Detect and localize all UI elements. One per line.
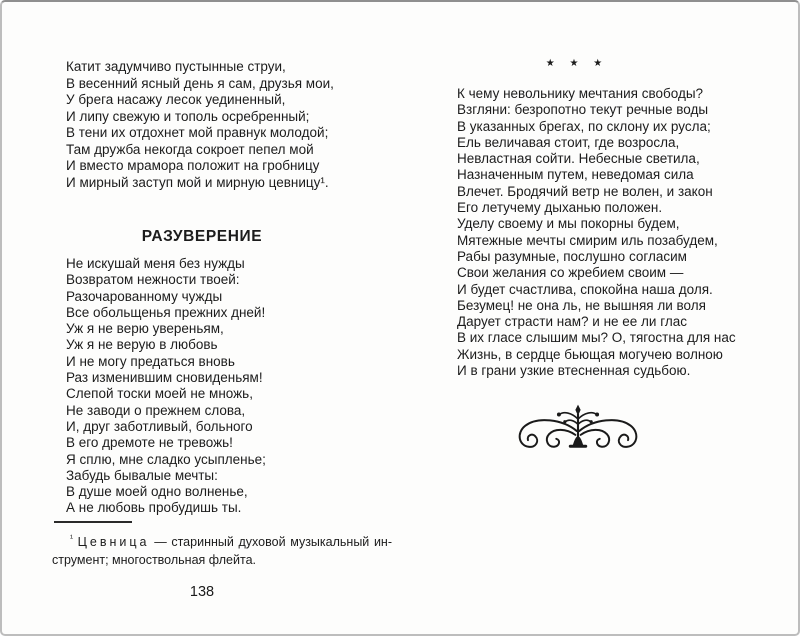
poem-line: Невластная сойти. Небесные светила, xyxy=(457,151,700,167)
footnote xyxy=(52,521,392,569)
poem-line: В их гласе слышим мы? О, тягостна для нас xyxy=(457,330,736,346)
poem-line: И мирный заступ мой и мирную цевницу¹. xyxy=(66,174,329,190)
poem-line: Разочарованному чужды xyxy=(66,288,223,304)
poem-line: И будет счастлива, спокойна наша доля. xyxy=(457,281,713,297)
footnote-line-1 xyxy=(52,530,392,552)
footnote-marker: ¹ xyxy=(70,533,73,543)
poem-line: Свои желания со жребием своим — xyxy=(457,265,684,281)
poem-line: Жизнь, в сердце бьющая могучею волною xyxy=(457,346,723,362)
poem-line: Ель величавая стоит, где возросла, xyxy=(457,134,680,150)
section-stars-marker: ★ ★ ★ xyxy=(545,58,609,69)
poem-line: Не искушай меня без нужды xyxy=(66,256,245,271)
poem-line: Дарует страсти нам? и не ее ли глас xyxy=(457,314,687,330)
poem-line: Его летучему дыханью положен. xyxy=(457,200,663,216)
poem-line: Уж я не верю увереньям, xyxy=(66,321,224,337)
poem-line: К чему невольнику мечтания свободы? xyxy=(457,86,704,101)
poem-line: В тени их отдохнет мой правнук молодой; xyxy=(66,125,329,140)
poem-line: Рабы разумные, послушно согласим xyxy=(457,248,687,264)
footnote-term: Цевница xyxy=(77,535,150,550)
poem-line: И вместо мрамора положит на гробницу xyxy=(66,158,320,173)
poem-untitled xyxy=(457,86,736,379)
poem-line: В его дремоте не тревожь! xyxy=(66,435,233,451)
poem-line: Все обольщенья прежних дней! xyxy=(66,304,266,320)
poem-line: Слепой тоски моей не множь, xyxy=(66,386,253,402)
poem-line: Мятежные мечты смирим иль позабудем, xyxy=(457,232,718,248)
footnote-line-2: струмент; многоствольная флейта. xyxy=(52,552,257,567)
poem-line: И не могу предаться вновь xyxy=(66,353,235,369)
poem-line: У брега насажу лесок уединенный, xyxy=(66,92,286,107)
footnote-text: — старинный духовой музыкальный ин- xyxy=(154,535,392,550)
poem-line: И в грани узкие втесненная судьбою. xyxy=(457,363,691,379)
poem-line: Я сплю, мне сладко усыпленье; xyxy=(66,451,266,467)
flourish-ornament xyxy=(499,396,657,454)
poem-line: Безумец! не она ль, не вышняя ли воля xyxy=(457,297,706,313)
poem-line: Забудь бывалые мечты: xyxy=(66,467,218,483)
poem-line: В указанных брегах, по склону их русла; xyxy=(457,118,711,134)
poem-line: Уж я не верую в любовь xyxy=(66,337,218,353)
poem-line: Не заводи о прежнем слова, xyxy=(66,402,246,418)
page-number: 138 xyxy=(189,584,215,600)
poem-line: Взгляни: безропотно текут речные воды xyxy=(457,102,709,118)
poem-line: Катит задумчиво пустынные струи, xyxy=(66,59,286,74)
poem-line: Назначенным путем, неведомая сила xyxy=(457,167,694,183)
poem-line: И липу свежую и тополь осребренный; xyxy=(66,108,310,124)
poem-line: А не любовь пробудишь ты. xyxy=(66,500,242,516)
poem-line: Возвратом нежности твоей: xyxy=(66,272,240,288)
poem-line: Там дружба некогда сокроет пепел мой xyxy=(66,141,314,157)
poem-line: Влечет. Бродячий ветр не волен, и закон xyxy=(457,183,713,199)
poem-line: Раз изменившим сновиденьям! xyxy=(66,370,263,386)
poem-line: В весенний ясный день я сам, друзья мои, xyxy=(66,75,334,91)
poem-fragment xyxy=(66,59,334,191)
footnote-divider xyxy=(54,521,132,523)
poem-title: РАЗУВЕРЕНИЕ xyxy=(141,228,263,245)
poem-line: В душе моей одно волненье, xyxy=(66,484,248,500)
poem-line: И, друг заботливый, больного xyxy=(66,418,253,434)
poem-razuverenie xyxy=(66,256,266,517)
poem-line: Уделу своему и мы покорны будем, xyxy=(457,216,680,232)
